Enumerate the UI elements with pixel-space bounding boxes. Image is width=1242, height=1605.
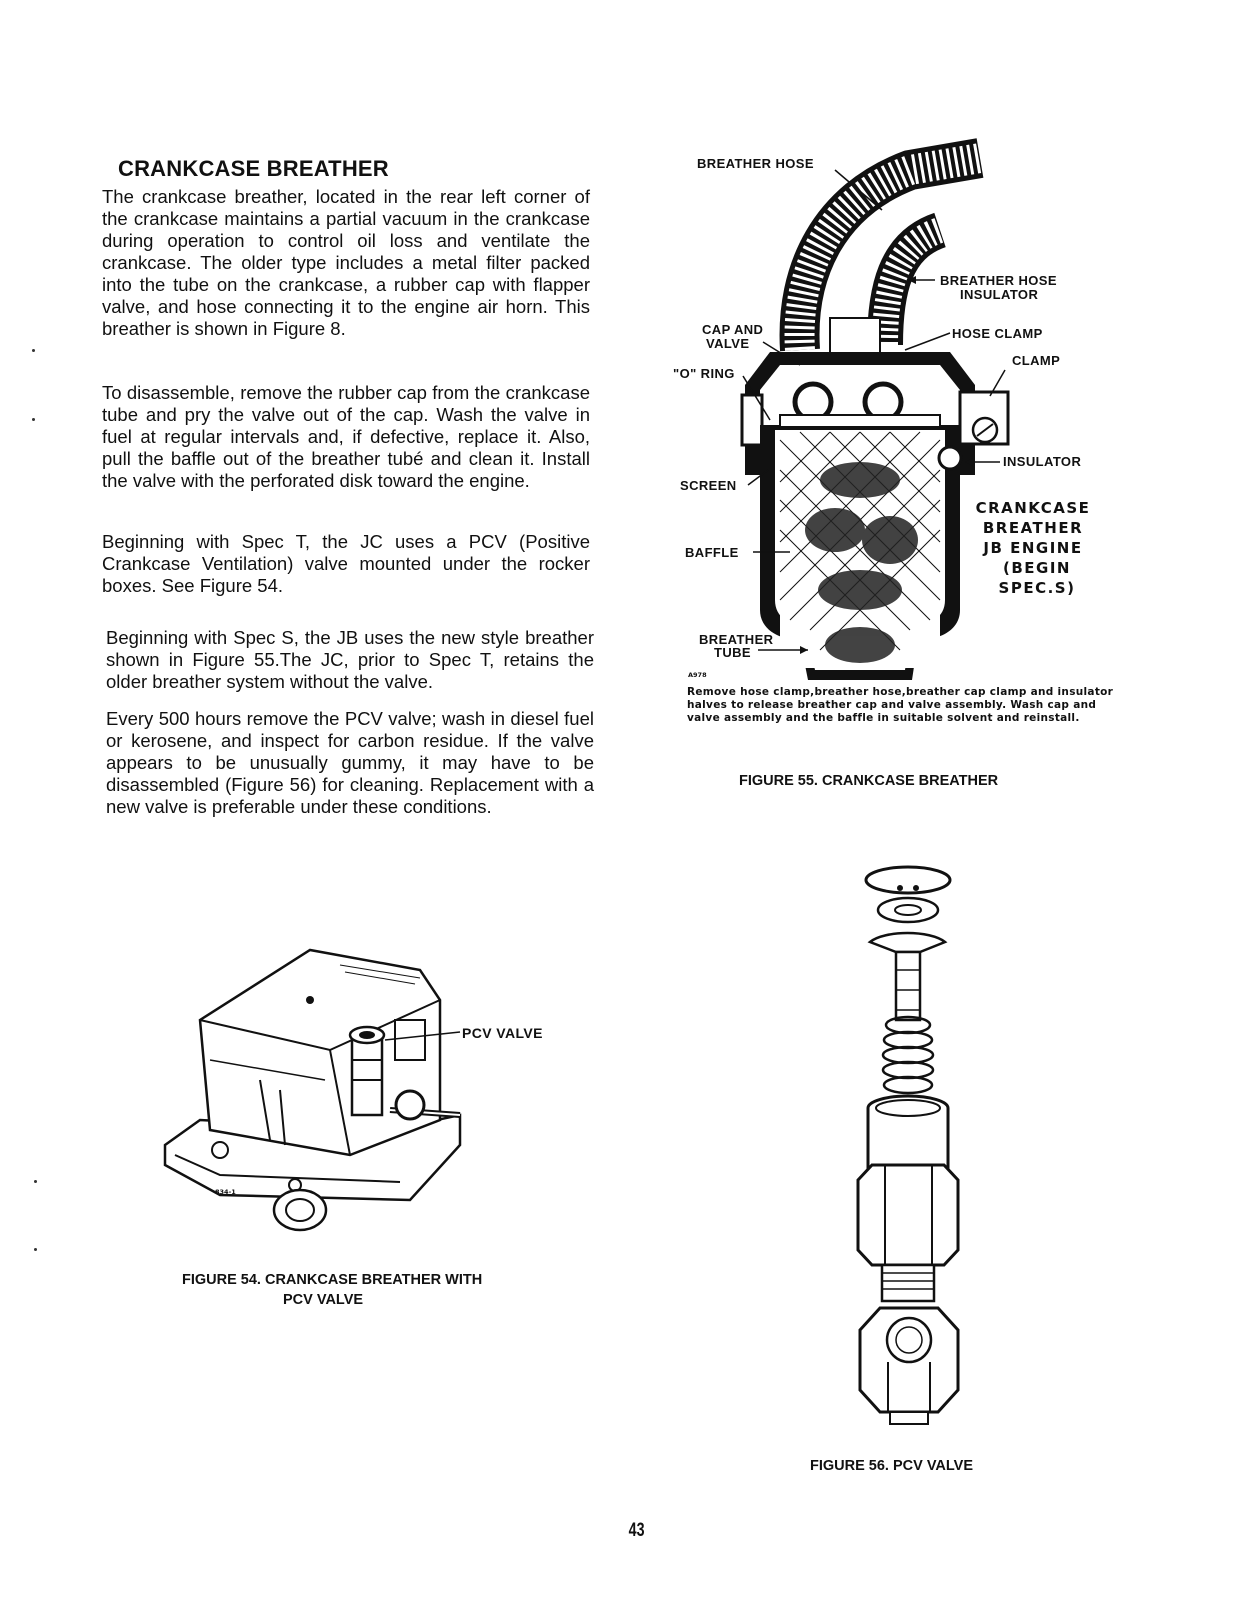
label-baffle: BAFFLE xyxy=(685,545,739,560)
figure54-caption-line2: PCV VALVE xyxy=(283,1292,364,1308)
margin-speck xyxy=(34,1248,37,1251)
label-cap-and-valve-line1: CAP AND xyxy=(702,322,764,337)
label-breather-hose-insulator-line2: INSULATOR xyxy=(960,287,1039,302)
rocker-box-pcv-drawing xyxy=(160,940,480,1240)
label-hose-clamp: HOSE CLAMP xyxy=(952,326,1043,341)
label-cap-and-valve-line2: VALVE xyxy=(706,336,750,351)
page-number: 43 xyxy=(628,1520,645,1541)
side-caption-begin-spec: (BEGIN SPEC.S) xyxy=(998,559,1076,597)
paragraph-older-breather: The crankcase breather, located in the rear left corner of the crankcase maintains a partial vacuum in the crankcase during operation to control oil loss and ventilate the crankcase. The older type includes a metal filter packed into the tube on the crankcase, a rubber cap with flapper valve, and hose connecting it to the engine air horn. This breather is shown in Figure 8. xyxy=(102,186,590,339)
label-breather-tube-line1: BREATHER xyxy=(699,632,774,647)
label-o-ring: "O" RING xyxy=(673,366,735,381)
label-pcv-valve: PCV VALVE xyxy=(462,1025,543,1041)
label-breather-hose: BREATHER HOSE xyxy=(697,156,814,171)
paragraph-spec-t: Beginning with Spec T, the JC uses a PCV (Positive Crankcase Ventilation) valve mounted under the rocker boxes. See Figure 54. xyxy=(102,531,590,596)
side-caption-breather: BREATHER xyxy=(982,519,1084,537)
side-caption-jb-engine: JB ENGINE xyxy=(983,539,1083,557)
figure54-caption-line1: FIGURE 54. CRANKCASE BREATHER WITH xyxy=(182,1272,483,1288)
margin-speck xyxy=(34,1180,37,1183)
figure55-instruction-note: Remove hose clamp,breather hose,breather cap clamp and insulator halves to release breather cap and valve assembly. Wash cap and valve assembly and the baffle in suitable solvent and reinstall. xyxy=(687,686,1114,724)
side-caption-crankcase: CRANKCASE xyxy=(975,499,1091,517)
figure55-caption: FIGURE 55. CRANKCASE BREATHER xyxy=(739,773,999,789)
label-screen: SCREEN xyxy=(680,478,737,493)
drawing-code-834: 834-1 xyxy=(215,1188,236,1196)
label-breather-tube-line2: TUBE xyxy=(714,645,751,660)
pcv-valve-exploded-drawing xyxy=(840,860,980,1440)
crankcase-breather-diagram xyxy=(660,140,1130,680)
paragraph-500-hours: Every 500 hours remove the PCV valve; wash in diesel fuel or kerosene, and inspect for carbon residue. If the valve appears to be unusually gummy, it may have to be disassembled (Figure 56) for cleaning. Replacement with a new valve is preferable under these conditions. xyxy=(106,708,594,817)
drawing-code-a978: A978 xyxy=(688,671,707,679)
section-title: CRANKCASE BREATHER xyxy=(118,156,389,181)
margin-speck xyxy=(32,418,35,421)
margin-speck xyxy=(32,349,35,352)
paragraph-disassemble: To disassemble, remove the rubber cap from the crankcase tube and pry the valve out of the cap. Wash the valve in fuel at regular intervals and, if defective, replace it. Also, pull the baffle out of the breather tubé and clean it. Install the valve with the perforated disk toward the engine. xyxy=(102,382,590,491)
figure56-caption: FIGURE 56. PCV VALVE xyxy=(810,1458,974,1474)
label-insulator: INSULATOR xyxy=(1003,454,1082,469)
label-clamp: CLAMP xyxy=(1012,353,1061,368)
label-breather-hose-insulator-line1: BREATHER HOSE xyxy=(940,273,1057,288)
paragraph-spec-s: Beginning with Spec S, the JB uses the new style breather shown in Figure 55.The JC, prior to Spec T, retains the older breather system without the valve. xyxy=(106,627,594,692)
